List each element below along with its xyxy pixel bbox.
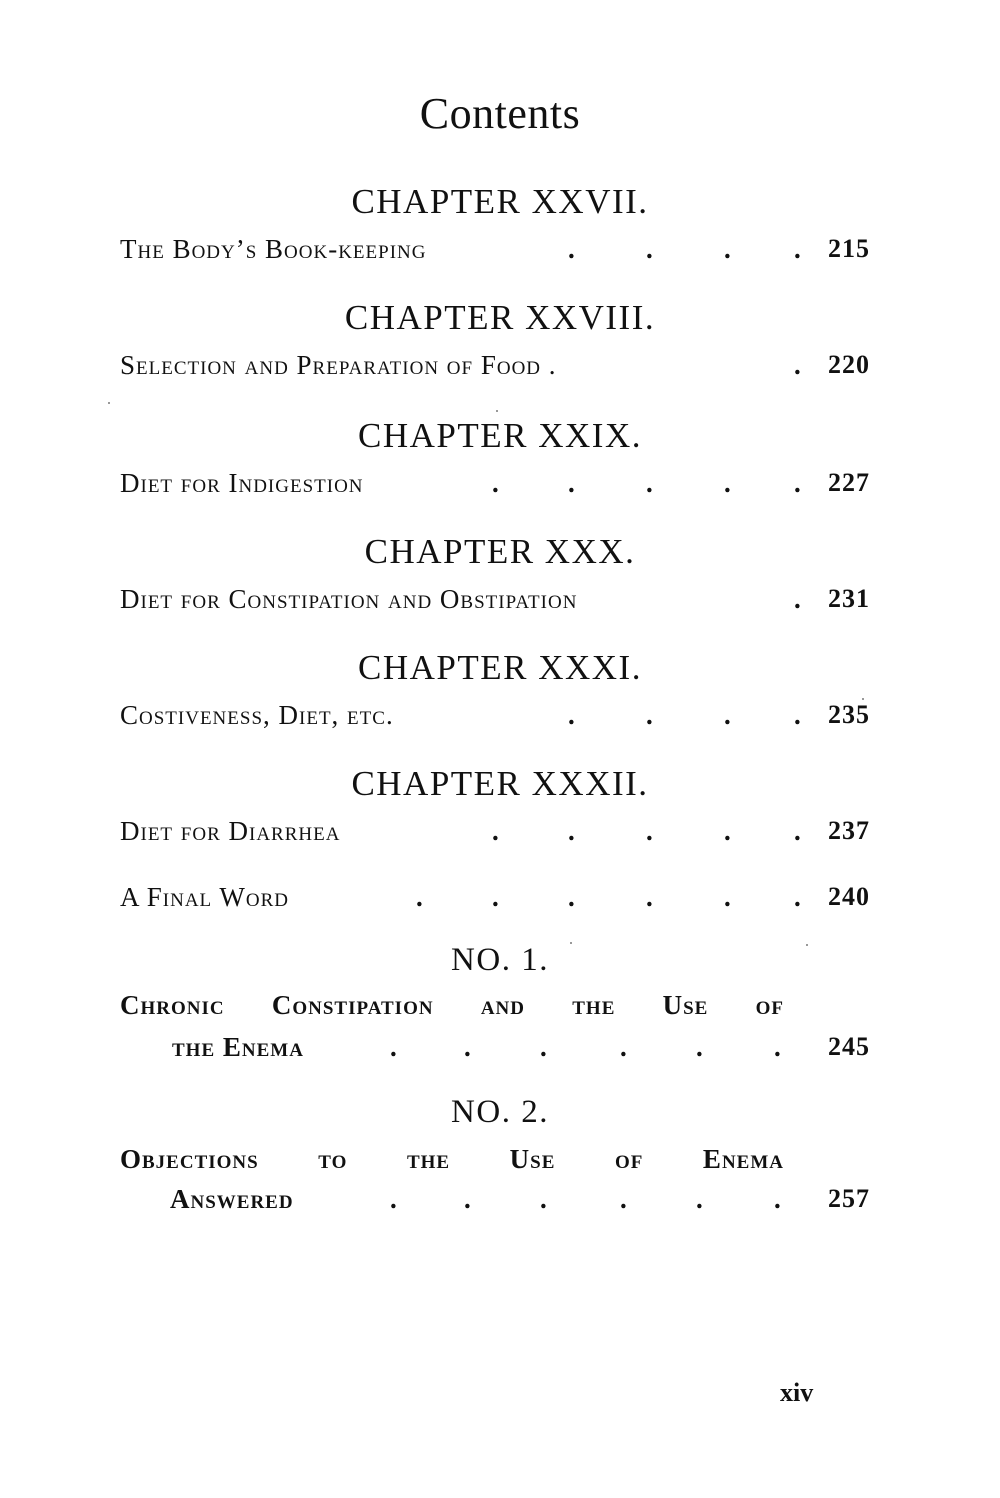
appendix-title-line1: Objections to the Use of Enema — [120, 1144, 784, 1174]
scan-speck — [496, 410, 498, 412]
entry-title: Answered — [170, 1184, 294, 1214]
entry-title: Diet for Indigestion — [120, 468, 364, 498]
entry-title: A Final Word — [120, 882, 290, 912]
toc-entry: Diet for Indigestion . . . . . 227 — [120, 468, 870, 498]
entry-title: Diet for Diarrhea — [120, 816, 341, 846]
entry-page: 237 — [828, 816, 870, 845]
entry-page: 215 — [828, 234, 870, 263]
appendix-heading: NO. 1. — [451, 942, 549, 978]
toc-entry: Costiveness, Diet, etc. . . . . 235 — [120, 700, 870, 730]
page-folio: xiv — [780, 1378, 814, 1407]
toc-entry: A Final Word . . . . . . 240 — [120, 882, 870, 912]
entry-page: 227 — [828, 468, 870, 497]
entry-page: 231 — [828, 584, 870, 613]
chapter-heading: CHAPTER XXX. — [364, 532, 636, 571]
scan-speck — [862, 698, 864, 700]
toc-entry: Answered . . . . . . 257 — [170, 1184, 870, 1214]
chapter-heading: CHAPTER XXXI. — [358, 648, 642, 687]
toc-entry: The Body’s Book-keeping . . . . 215 — [120, 234, 870, 264]
scan-speck — [108, 402, 110, 404]
entry-title: the Enema — [172, 1032, 304, 1062]
toc-entry: Diet for Constipation and Obstipation . 231 — [120, 584, 870, 614]
scan-speck — [806, 944, 808, 946]
toc-entry: Selection and Preparation of Food . . 220 — [120, 350, 870, 380]
page-title: Contents — [419, 89, 581, 138]
entry-title: The Body’s Book-keeping — [120, 234, 427, 264]
entry-title: Selection and Preparation of Food . — [120, 350, 557, 380]
entry-page: 235 — [828, 700, 870, 729]
chapter-heading: CHAPTER XXXII. — [351, 764, 649, 803]
chapter-heading: CHAPTER XXIX. — [358, 416, 642, 455]
entry-title: Diet for Constipation and Obstipation — [120, 584, 578, 614]
chapter-heading: CHAPTER XXVIII. — [344, 298, 656, 337]
chapter-heading: CHAPTER XXVII. — [351, 182, 649, 221]
entry-page: 220 — [828, 350, 870, 379]
toc-entry: Diet for Diarrhea . . . . . 237 — [120, 816, 870, 846]
appendix-title-line1: Chronic Constipation and the Use of — [120, 990, 784, 1020]
entry-page: 245 — [828, 1032, 870, 1061]
entry-page: 240 — [828, 882, 870, 911]
appendix-heading: NO. 2. — [451, 1094, 549, 1130]
entry-title: Costiveness, Diet, etc. — [120, 700, 394, 730]
scan-speck — [570, 942, 572, 944]
entry-page: 257 — [828, 1184, 870, 1213]
toc-entry: the Enema . . . . . . 245 — [172, 1032, 870, 1062]
